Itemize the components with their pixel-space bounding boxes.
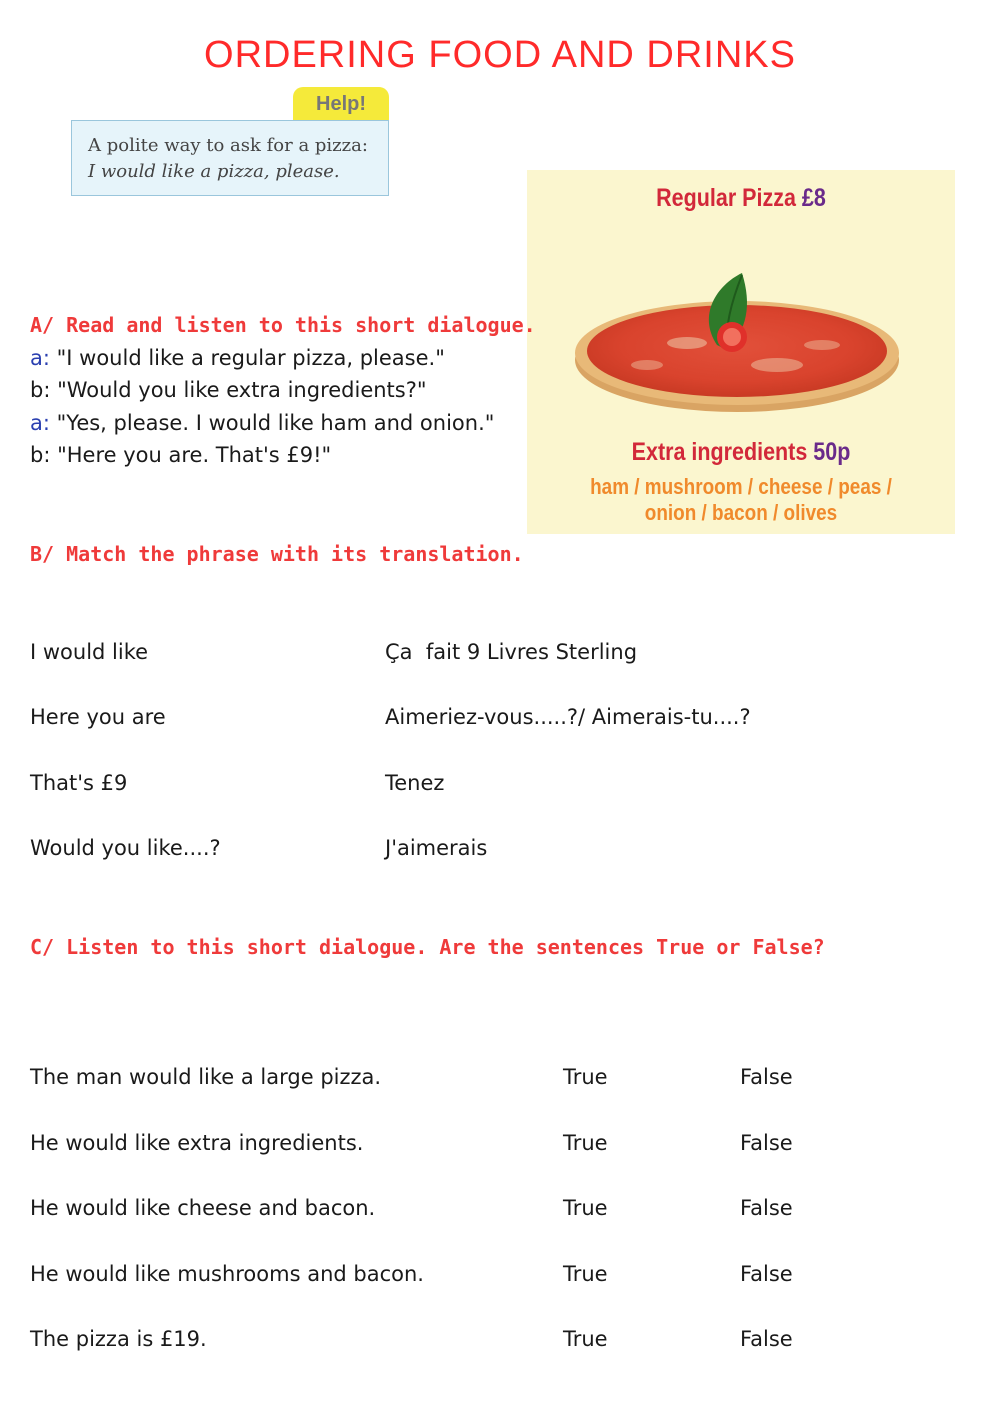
- dialogue-text: "Yes, please. I would like ham and onion.": [49, 411, 495, 435]
- true-option[interactable]: True: [563, 1262, 608, 1286]
- ingredients-list: [557, 474, 925, 526]
- false-option[interactable]: False: [740, 1327, 793, 1351]
- section-a-heading: A/ Read and listen to this short dialogue.: [30, 313, 536, 337]
- true-option[interactable]: True: [563, 1327, 608, 1351]
- regular-pizza-label: Regular Pizza: [656, 184, 796, 212]
- speaker-label: b:: [30, 443, 51, 467]
- statement-text: He would like mushrooms and bacon.: [30, 1262, 424, 1286]
- false-option[interactable]: False: [740, 1196, 793, 1220]
- dialogue-text: "I would like a regular pizza, please.": [49, 346, 445, 370]
- pizza-menu-card: [527, 170, 955, 534]
- translation-item[interactable]: J'aimerais: [385, 836, 488, 860]
- dialogue-line: [30, 411, 494, 435]
- statement-text: The man would like a large pizza.: [30, 1065, 382, 1089]
- ingredients-line-2: onion / bacon / olives: [644, 500, 838, 525]
- extra-ingredients-label: Extra ingredients: [631, 438, 808, 466]
- true-option[interactable]: True: [563, 1196, 608, 1220]
- regular-pizza-heading: [557, 184, 925, 213]
- extra-ingredients-price: 50p: [813, 438, 851, 466]
- dialogue-line: [30, 346, 445, 370]
- true-option[interactable]: True: [563, 1065, 608, 1089]
- extra-ingredients-heading: [557, 438, 925, 467]
- speaker-label: b:: [30, 378, 51, 402]
- regular-pizza-price: £8: [801, 184, 826, 212]
- help-line-1: A polite way to ask for a pizza:: [88, 135, 368, 156]
- speaker-label: a:: [30, 346, 50, 370]
- translation-item[interactable]: Ça fait 9 Livres Sterling: [385, 640, 638, 664]
- dialogue-line: [30, 443, 331, 467]
- pizza-image: [567, 265, 917, 425]
- false-option[interactable]: False: [740, 1065, 793, 1089]
- dialogue-text: "Here you are. That's £9!": [50, 443, 332, 467]
- dialogue-text: "Would you like extra ingredients?": [50, 378, 427, 402]
- help-box: [71, 120, 389, 196]
- statement-text: He would like extra ingredients.: [30, 1131, 364, 1155]
- false-option[interactable]: False: [740, 1131, 793, 1155]
- phrase-item[interactable]: I would like: [30, 640, 149, 664]
- statement-text: The pizza is £19.: [30, 1327, 207, 1351]
- true-option[interactable]: True: [563, 1131, 608, 1155]
- translation-item[interactable]: Aimeriez-vous.....?/ Aimerais-tu....?: [385, 705, 751, 729]
- phrase-item[interactable]: That's £9: [30, 771, 128, 795]
- statement-text: He would like cheese and bacon.: [30, 1196, 376, 1220]
- section-b-heading: B/ Match the phrase with its translation.: [30, 542, 524, 566]
- page-title: ORDERING FOOD AND DRINKS: [204, 34, 796, 76]
- ingredients-line-1: ham / mushroom / cheese / peas /: [590, 474, 892, 499]
- speaker-label: a:: [30, 411, 50, 435]
- translation-item[interactable]: Tenez: [385, 771, 445, 795]
- help-tab: Help!: [293, 87, 389, 121]
- help-example: I would like a pizza, please.: [88, 161, 340, 182]
- phrase-item[interactable]: Here you are: [30, 705, 166, 729]
- section-c-heading: C/ Listen to this short dialogue. Are the sentences True or False?: [30, 935, 825, 959]
- false-option[interactable]: False: [740, 1262, 793, 1286]
- phrase-item[interactable]: Would you like....?: [30, 836, 221, 860]
- dialogue-line: [30, 378, 427, 402]
